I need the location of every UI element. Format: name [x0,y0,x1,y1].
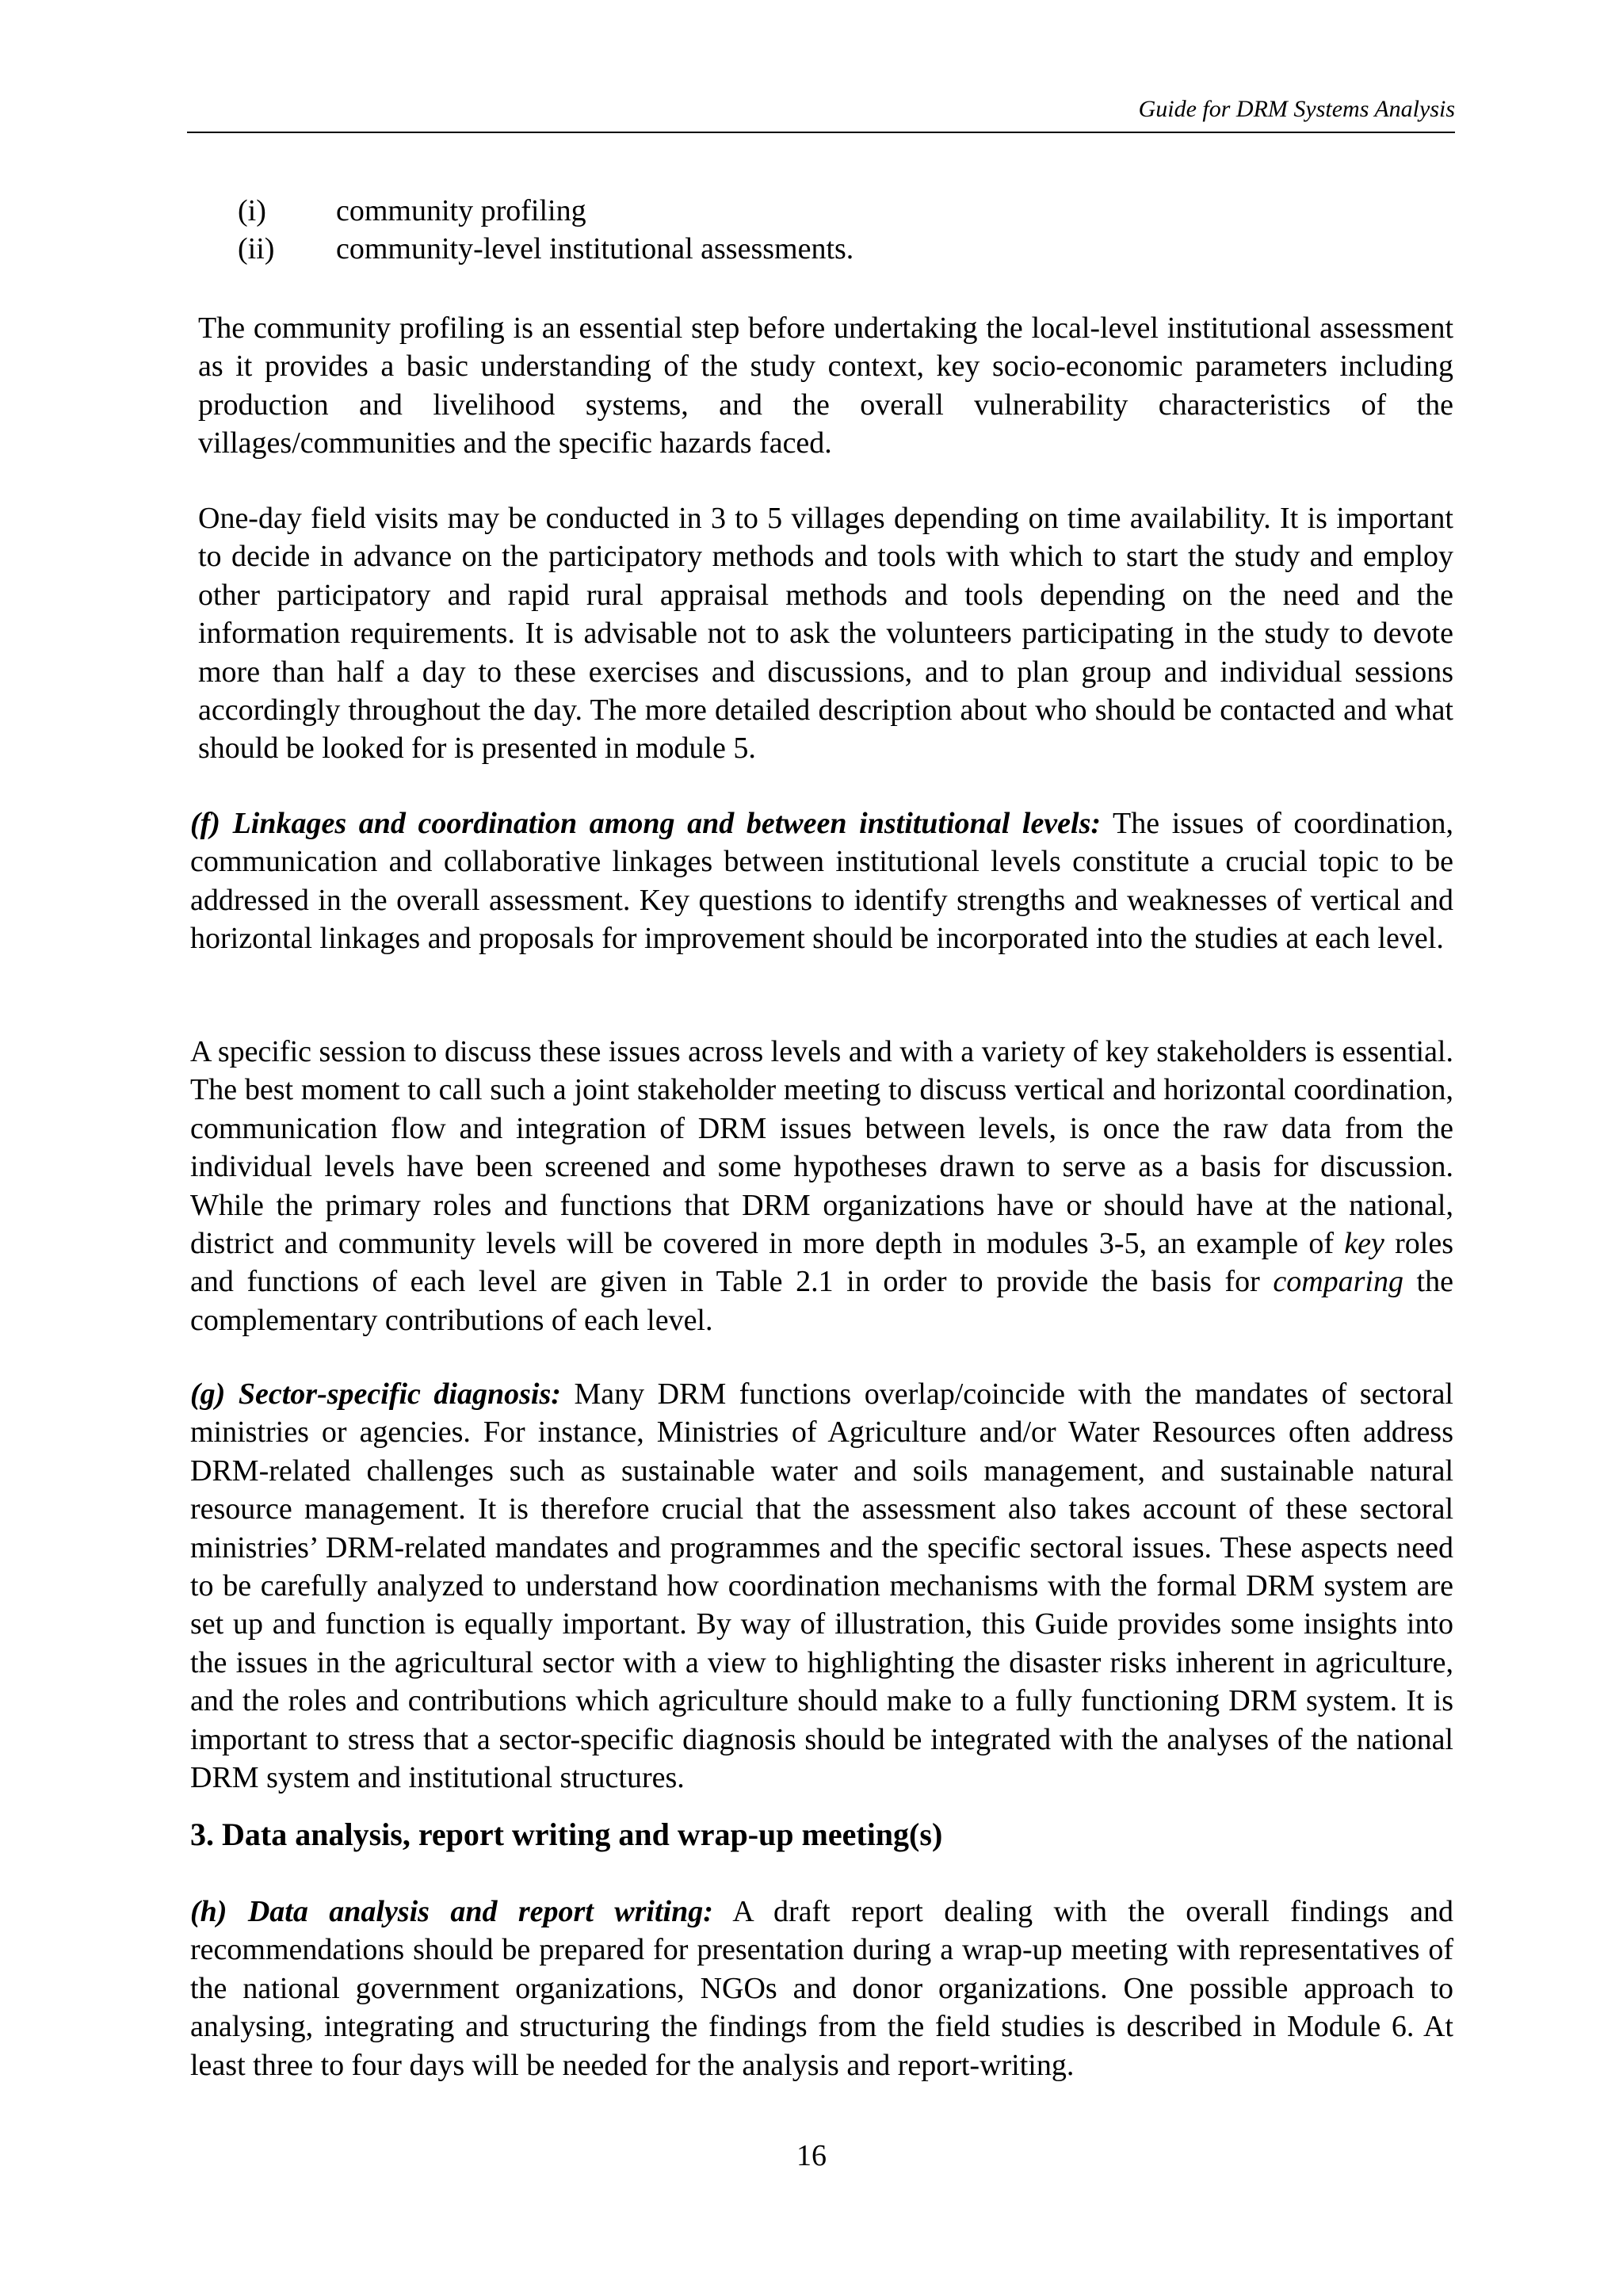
report-writing-body: A draft report dealing with the overall findings and recommendations should be prepared for presentation during a wrap-up meeting with representatives of the national government organizations, NGOs and donor organizations. One possible approach to analysing, integrating and structuring the findings from the field studies is described in Module 6. At least three to four days will be needed for the analysis and report-writing. [190,1895,1453,2082]
paragraph-linkages [190,804,1453,958]
sector-diagnosis-body: Many DRM functions overlap/coincide with the mandates of sectoral ministries or agencies. For instance, Ministries of Agriculture and/or Water Resources often address DRM-related challenges such as sustainable water and soils management, and sustainable natural resource management. It is therefore crucial that the assessment also takes account of these sectoral ministries’ DRM-related mandates and programmes and the specific sectoral issues. These aspects need to be carefully analyzed to understand how coordination mechanisms with the formal DRM system are set up and function is equally important. By way of illustration, this Guide provides some insights into the issues in the agricultural sector with a view to highlighting the disaster risks inherent in agriculture, and the roles and contributions which agriculture should make to a fully functioning DRM system. It is important to stress that a sector-specific diagnosis should be integrated with the analyses of the national DRM system and institutional structures. [190,1377,1453,1795]
stakeholder-text-c: the complementary contributions of each level. [190,1265,1453,1337]
list-item-number: (ii) [238,232,275,266]
paragraph-stakeholder-session [190,1033,1453,1339]
sector-diagnosis-heading: (g) Sector-specific diagnosis: [190,1377,561,1411]
header-divider [187,132,1455,133]
section-heading: 3. Data analysis, report writing and wrap-up meeting(s) [190,1817,943,1852]
linkages-body: The issues of coordination, communication and collaborative linkages between institutional levels constitute a crucial topic to be addressed in the overall assessment. Key questions to identify strengths and weaknesses of vertical and horizontal linkages and proposals for improvement should be incorporated into the studies at each level. [190,807,1453,956]
list-item [238,192,854,230]
report-writing-heading: (h) Data analysis and report writing: [190,1895,713,1928]
list-item [238,230,854,268]
list-item-text: community profiling [336,194,586,227]
list-item-number: (i) [238,194,266,227]
stakeholder-key-word: key [1344,1227,1384,1261]
running-header: Guide for DRM Systems Analysis [1138,96,1455,122]
page-number: 16 [796,2139,827,2172]
list-item-text: community-level institutional assessments. [336,232,854,266]
paragraph-sector-diagnosis [190,1375,1453,1797]
stakeholder-comparing-word: comparing [1273,1265,1403,1299]
linkages-heading: (f) Linkages and coordination among and between institutional levels: [190,807,1102,840]
paragraph-report-writing [190,1893,1453,2084]
profiling-list [238,192,854,268]
stakeholder-text-b: roles and functions of each level are given in Table 2.1 in order to provide the basis for [190,1227,1453,1299]
paragraph-field-visits: One-day field visits may be conducted in 3 to 5 villages depending on time availability. It is important to decide in advance on the participatory methods and tools with which to start the study and employ other participatory and rapid rural appraisal methods and tools depending on the need and the information requirements. It is advisable not to ask the volunteers participating in the study to devote more than half a day to these exercises and discussions, and to plan group and individual sessions accordingly throughout the day. The more detailed description about who should be contacted and what should be looked for is presented in module 5. [198,502,1453,766]
stakeholder-text-a: A specific session to discuss these issues across levels and with a variety of key stakeholders is essential. The best moment to call such a joint stakeholder meeting to discuss vertical and horizontal coordination, communication flow and integration of DRM issues between levels, is once the raw data from the individual levels have been screened and some hypotheses drawn to serve as a basis for discussion. While the primary roles and functions that DRM organizations have or should have at the national, district and community levels will be covered in more depth in modules 3-5, an example of [190,1035,1453,1261]
paragraph-community-profiling: The community profiling is an essential step before undertaking the local-level institutional assessment as it provides a basic understanding of the study context, key socio-economic parameters including production and livelihood systems, and the overall vulnerability characteristics of the villages/communities and the specific hazards faced. [198,311,1453,460]
